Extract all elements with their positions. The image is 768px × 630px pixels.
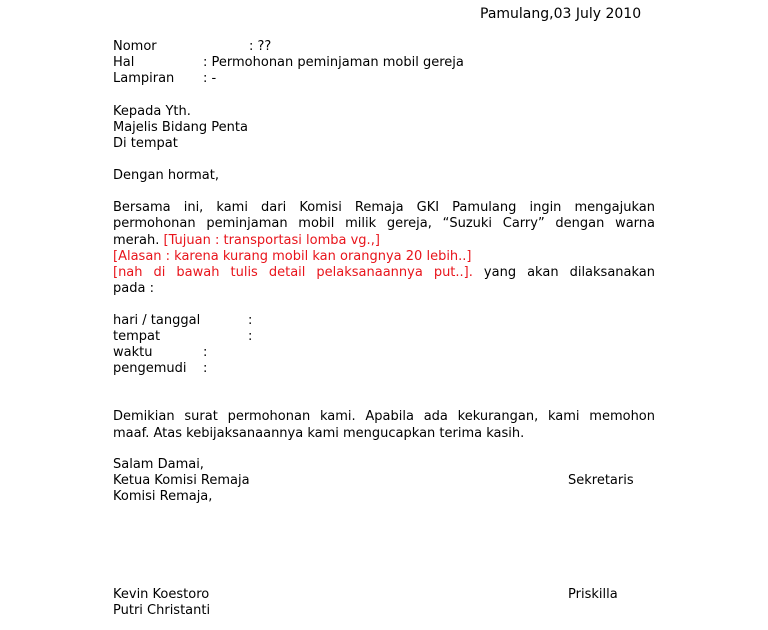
detail-note: [nah di bawah tulis detail pelaksanaannya put..]. xyxy=(113,265,473,280)
signer-name-right: Priskilla xyxy=(568,587,618,602)
letter-date: Pamulang,03 July 2010 xyxy=(480,6,642,22)
waktu-label: waktu xyxy=(113,345,153,360)
closing-line-2: maaf. Atas kebijaksanaannya kami mengucapkan terima kasih. xyxy=(113,426,525,441)
tujuan-note: [Tujuan : transportasi lomba vg.,] xyxy=(163,233,380,248)
nomor-label: Nomor xyxy=(113,39,157,54)
body-line-3-text: merah. xyxy=(113,233,160,248)
body-line-2: permohonan peminjaman mobil milik gereja, “Suzuki Carry” dengan warna xyxy=(113,216,655,231)
nomor-value: : ?? xyxy=(249,39,272,54)
lampiran-label: Lampiran xyxy=(113,71,175,86)
pengemudi-label: pengemudi xyxy=(113,361,187,376)
lampiran-value: : - xyxy=(203,71,217,86)
hal-label: Hal xyxy=(113,55,135,70)
komisi-title: Komisi Remaja, xyxy=(113,489,213,504)
recipient-line1: Kepada Yth. xyxy=(113,104,191,119)
body-line-1: Bersama ini, kami dari Komisi Remaja GKI Pamulang ingin mengajukan xyxy=(113,200,655,215)
tempat-label: tempat xyxy=(113,329,161,344)
alasan-note: [Alasan : karena kurang mobil kan orangnya 20 lebih..] xyxy=(113,249,472,264)
hari-tanggal-colon: : xyxy=(248,313,253,328)
sekretaris-title: Sekretaris xyxy=(568,473,634,488)
signer-name-1: Kevin Koestoro xyxy=(113,587,210,602)
recipient-line2: Majelis Bidang Penta xyxy=(113,120,248,135)
body-line-5 xyxy=(113,265,655,281)
hal-value: : Permohonan peminjaman mobil gereja xyxy=(203,55,464,70)
salam-damai: Salam Damai, xyxy=(113,457,204,472)
signer-name-2: Putri Christanti xyxy=(113,603,211,618)
body-line-3 xyxy=(113,233,380,249)
body-line-6: pada : xyxy=(113,281,154,296)
ketua-title: Ketua Komisi Remaja xyxy=(113,473,250,488)
pengemudi-colon: : xyxy=(203,361,208,376)
recipient-line3: Di tempat xyxy=(113,136,178,151)
body-line-5-text: yang akan dilaksanakan xyxy=(483,265,656,280)
tempat-colon: : xyxy=(248,329,253,344)
waktu-colon: : xyxy=(203,345,208,360)
greeting: Dengan hormat, xyxy=(113,168,220,183)
closing-line-1: Demikian surat permohonan kami. Apabila ada kekurangan, kami memohon xyxy=(113,409,655,424)
hari-tanggal-label: hari / tanggal xyxy=(113,313,201,328)
